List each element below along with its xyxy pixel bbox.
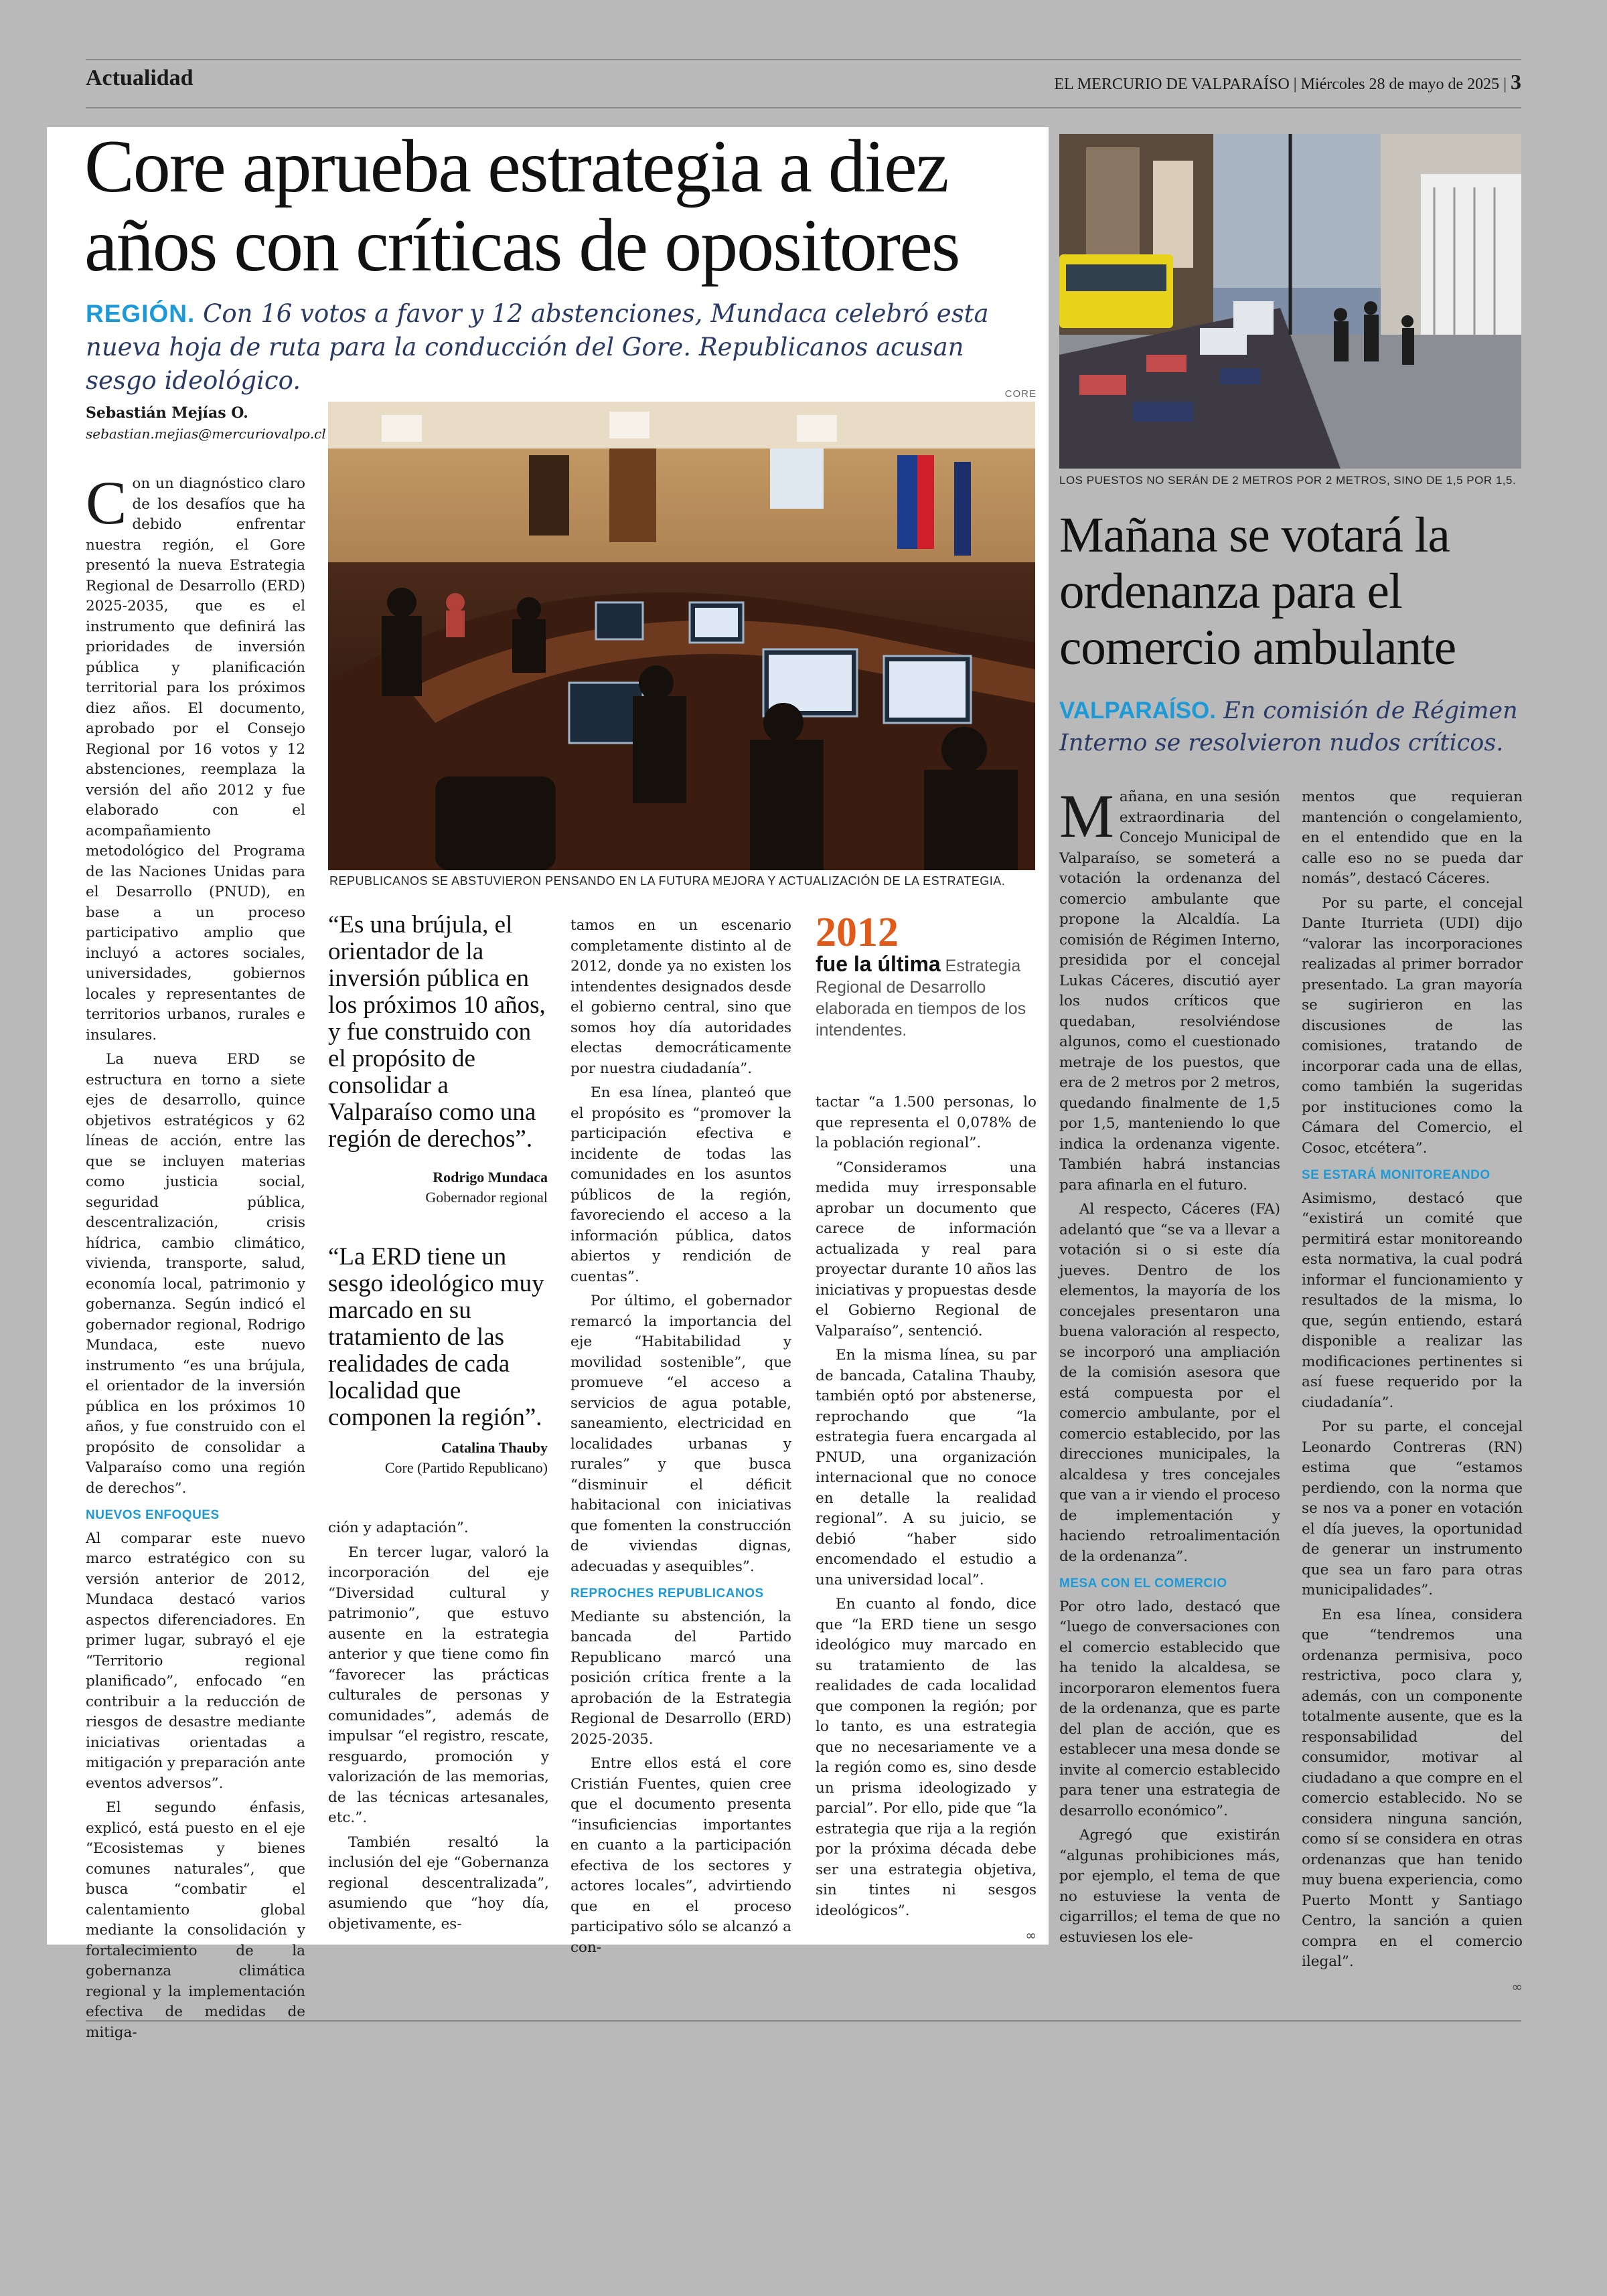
paragraph: Entre ellos está el core Cristián Fuentes, quien cree que el documento presenta “insuficiencias importantes en cuanto a la participación efectiva de los sectores y actores locales”, advirtiendo que en el proceso participativo sólo se alcanzó a con- [570,1755,791,1956]
paragraph: Agregó que existirán “algunas prohibiciones más, por ejemplo, el tema de que no estuviese la venta de cigarrillos; el tema de que no estuviesen los ele- [1059,1827,1280,1946]
paragraph: El segundo énfasis, explicó, está puesto en el eje “Ecosistemas y bienes comunes naturales”, que busca “combatir el calentamiento global mediante la consolidación y fortalecimiento de la gobernanza climática regional y la implementación efectiva de medidas de mitiga- [86,1799,305,2041]
paragraph: tamos en un escenario completamente distinto al de 2012, donde ya no existen los intendentes designados desde el gobierno central, sino que somos hoy día autoridades electas democráticamente por nuestra ciudadanía”. [570,917,791,1077]
main-column-1 [86,469,305,2047]
side-deck-tag: VALPARAÍSO. [1059,698,1216,724]
quote-attribution [328,1167,548,1208]
byline [86,404,326,442]
author-name: Sebastián Mejías O. [86,404,248,422]
page-number: 3 [1511,70,1521,94]
paragraph: En cuanto al fondo, dice que “la ERD tiene un sesgo ideológico muy marcado en su tratamiento de las realidades de cada localidad que componen la región; por lo tanto, es una estrategia que no necesariamente ve a la región como es, sino desde un prisma ideologizado y parcial”. Por ello, pide que “la estrategia que rija a la región por la próxima década debe ser una estrategia objetiva, sin tintes ni sesgos ideológicos”. [816,1596,1037,1919]
fact-year: 2012 [816,910,899,955]
main-deck-text: Con 16 votos a favor y 12 abstenciones, Mundaca celebró esta nueva hoja de ruta para la conducción del Gore. Republicanos acusan sesgo ideológico. [86,299,989,395]
main-deck [86,297,1037,398]
main-column-2 [328,1518,549,1939]
paragraph: “Consideramos una medida muy irresponsable aprobar un documento que carece de información actualizada y real para proyectar durante 10 años las iniciativas y propuestas desde el Gobierno Regional de Valparaíso”, sentenció. [816,1159,1037,1339]
main-photo-caption: REPUBLICANOS SE ABSTUVIERON PENSANDO EN LA FUTURA MEJORA Y ACTUALIZACIÓN DE LA ESTRATEGIA. [329,874,1006,888]
paragraph: Al comparar este nuevo marco estratégico con su versión anterior de 2012, Mundaca destacó varios aspectos diferenciadores. En primer lugar, subrayó el eje “Territorio regional planificado”, enfocado “en contribuir a la reducción de riesgos de desastre mediante iniciativas orientadas a mitigación y preparación ante eventos adversos”. [86,1530,305,1792]
fact-box [816,912,1037,1041]
photo-credit: CORE [1004,388,1037,400]
paragraph: Por otro lado, destacó que “luego de conversaciones con el comercio establecido que ha tenido la alcaldesa, se incorporaron elementos fuera de la ordenanza, que es parte del plan de acción, que es establecer una mesa donde se invite al comercio establecido para tener una estrategia de desarrollo económico”. [1059,1598,1280,1819]
section-label: Actualidad [86,66,194,90]
quote-name: Catalina Thauby [441,1439,548,1456]
paragraph: También resaltó la inclusión del eje “Gobernanza regional descentralizada”, asumiendo que “hoy día, objetivamente, es- [328,1833,549,1933]
side-photo-caption: LOS PUESTOS NO SERÁN DE 2 METROS POR 2 METROS, SINO DE 1,5 POR 1,5. [1059,474,1517,487]
end-mark-icon: ∞ [1511,1978,1523,1995]
side-deck [1059,695,1521,759]
main-deck-tag: REGIÓN. [86,300,196,327]
end-mark-icon: ∞ [1025,1927,1037,1943]
paragraph: Mañana, en una sesión extraordinaria del Concejo Municipal de Valparaíso, se someterá a votación la ordenanza del comercio ambulante que propone la Alcaldía. La comisión de Régimen Interno, presidida por el concejal Lukas Cáceres, discutió ayer los nudos críticos que quedaban, resolviéndose algunos, como el cuestionado metraje de los puestos, que era de 2 metros por 2 metros, quedando finalmente de 1,5 por 1,5, manteniendo lo que indica la ordenanza vigente. También habrá instancias para afinarla en el futuro. [1059,782,1280,1194]
quote-role: Gobernador regional [425,1189,548,1206]
fact-body: Estrategia Regional de Desarrollo elaborada en tiempos de los intendentes. [816,957,1026,1040]
paragraph: Por último, el gobernador remarcó la importancia del eje “Habitabilidad y movilidad sostenible”, que promueve “el acceso a servicios de agua potable, saneamiento, electricidad en localidades urbanas y rurales” y que busca “disminuir el déficit habitacional con iniciativas que fomenten la construcción de viviendas dignas, adecuadas y asequibles”. [570,1293,791,1575]
side-column-1 [1059,782,1280,1952]
paragraph: mentos que requieran mantención o congelamiento, en el entendido que en la calle eso no se pueda dar nomás”, destacó Cáceres. [1302,789,1523,887]
publication-date: Miércoles 28 de mayo de 2025 [1300,76,1500,93]
subheading-mesa-comercio: MESA CON EL COMERCIO [1059,1576,1227,1590]
subheading-nuevos-enfoques: NUEVOS ENFOQUES [86,1508,220,1522]
author-email: sebastian.mejias@mercuriovalpo.cl [86,426,326,442]
pull-quote-mundaca [328,912,548,1208]
header-top-rule [86,59,1521,60]
paragraph: Con un diagnóstico claro de los desafíos que ha debido enfrentar nuestra región, el Gore presentó la nueva Estrategia Regional de Desarrollo (ERD) 2025-2035, que es el instrumento que definirá las prioridades de inversión pública y planificación territorial para los próximos diez años. El documento, aprobado por el Consejo Regional por 16 votos y 12 abstenciones, reemplaza la versión del año 2012 y fue elaborado con el acompañamiento metodológico del Programa de las Naciones Unidas para el Desarrollo (PNUD), en base a un proceso participativo amplio que incluyó a actores sociales, universidades, gobiernos locales y representantes de territorios urbanos, rurales e insulares. [86,469,305,1044]
footer-rule [86,2020,1521,2022]
subheading-reproches: REPROCHES REPUBLICANOS [570,1586,764,1601]
paragraph: Asimismo, destacó que “existirá un comité que permitirá estar monitoreando esta normativa, la cual podrá informar el funcionamiento y resultados de la misma, lo que, según entiendo, estará disponible a realizar las modificaciones pertinentes si así fuese requerido por la ciudadanía”. [1302,1190,1523,1411]
paragraph: Por su parte, el concejal Dante Iturrieta (UDI) dijo “valorar las incorporaciones realizadas al primer borrador presentado. La gran mayoría se sugirieron en las discusiones de las comisiones, tratando de incorporar cada una de ellas, como también la sugeridas por instituciones como la Cámara del Comercio, el Cosoc, etcétera”. [1302,894,1523,1157]
paragraph: Por su parte, el concejal Leonardo Contreras (RN) estima que “estamos perdiendo, con la norma que se nos va a poner en votación el día jueves, la oportunidad de generar un instrumento que sea un faro para otras municipalidades”. [1302,1418,1523,1598]
header-bottom-rule [86,107,1521,108]
fact-text [816,953,1037,1041]
paragraph: En esa línea, considera que “tendremos una ordenanza permisiva, poco restrictiva, poco clara y, además, con un componente totalmente ausente, que es la responsabilidad del consumidor, motivar al ciudadano a que compre en el comercio establecido. No se considera ninguna sanción, como sí se considera en otras ordenanzas que han tenido muy buena experiencia, como Puerto Montt y Santiago Centro, la sanción a quien compra en el comercio ilegal”. [1302,1606,1523,1970]
subheading-monitoreando: SE ESTARÁ MONITOREANDO [1302,1168,1490,1182]
main-headline: Core aprueba estrategia a diez años con críticas de opositores [84,125,960,287]
side-column-2 [1302,787,1523,1997]
council-session-photo [328,402,1035,870]
quote-attribution [328,1438,548,1478]
publication-name: EL MERCURIO DE VALPARAÍSO [1054,76,1290,93]
paragraph: ción y adaptación”. [328,1520,469,1536]
fact-lead: fue la última [816,952,941,976]
quote-role: Core (Partido Republicano) [384,1459,548,1476]
quote-text: “Es una brújula, el orientador de la inversión pública en los próximos 10 años, y fue construido con el propósito de consolidar a Valparaíso como una región de derechos”. [328,911,546,1153]
paragraph: Mediante su abstención, la bancada del Partido Republicano marcó una posición crítica frente a la aprobación de la Estrategia Regional de Desarrollo (ERD) 2025-2035. [570,1608,791,1748]
street-vendors-photo [1059,134,1521,469]
paragraph: En esa línea, planteó que el propósito es “promover la participación efectiva e incidente de todas las comunidades en los asuntos públicos de la región, favoreciendo el acceso a la información pública, datos abiertos y rendición de cuentas”. [570,1084,791,1285]
paragraph: En tercer lugar, valoró la incorporación del eje “Diversidad cultural y patrimonio”, que estuvo ausente en la estrategia anterior y que tiene como fin “favorecer las prácticas culturales de personas y comunidades”, además de impulsar “el registro, rescate, resguardo, promoción y valorización de las memorias, de las técnicas artesanales, etc.”. [328,1544,549,1826]
publication-line: EL MERCURIO DE VALPARAÍSO | Miércoles 28 de mayo de 2025 | 3 [1054,70,1521,94]
main-column-4 [816,1092,1037,1946]
paragraph: La nueva ERD se estructura en torno a siete ejes de desarrollo, quince objetivos estratégicos y 62 líneas de acción, entre las que se incluyen materias como justicia social, seguridad pública, descentralización, crisis hídrica, cambio climático, vivienda, transporte, salud, economía local, patrimonio y gobernanza. Según indicó el gobernador regional, Rodrigo Mundaca, este nuevo instrumento “es una brújula, el orientador de la inversión pública en los próximos 10 años, y fue construido con el propósito de consolidar a Valparaíso como una región de derechos”. [86,1051,305,1497]
paragraph: Al respecto, Cáceres (FA) adelantó que “se va a llevar a votación si o si este día jueves. Dentro de los elementos, la mayoría de los concejales presentaron una buena valoración al respecto, se incorporó una ampliación de la comisión asesora que está compuesta por el comercio ambulante, por el comercio establecido, por las direcciones municipales, la alcaldesa y tres concejales que van a ir viendo el proceso de implementación y haciendo retroalimentación de la ordenanza”. [1059,1201,1280,1565]
side-headline: Mañana se votará la ordenanza para el comercio ambulante [1059,507,1456,675]
paragraph: En la misma línea, su par de bancada, Catalina Thauby, también optó por abstenerse, reprochando que “la estrategia fuera encargada al PNUD, una organización internacional que no conoce en detalle la realidad regional”. A su juicio, se debió “haber sido encomendado el estudio a una universidad local”. [816,1347,1037,1588]
side-deck-text: En comisión de Régimen Interno se resolvieron nudos críticos. [1059,698,1518,756]
paragraph: tactar “a 1.500 personas, lo que representa el 0,078% de la población regional”. [816,1094,1037,1151]
quote-name: Rodrigo Mundaca [433,1169,548,1185]
pull-quote-thauby [328,1244,548,1478]
main-column-3 [570,916,791,1962]
quote-text: “La ERD tiene un sesgo ideológico muy marcado en su tratamiento de las realidades de cada localidad que componen la región”. [328,1243,544,1431]
